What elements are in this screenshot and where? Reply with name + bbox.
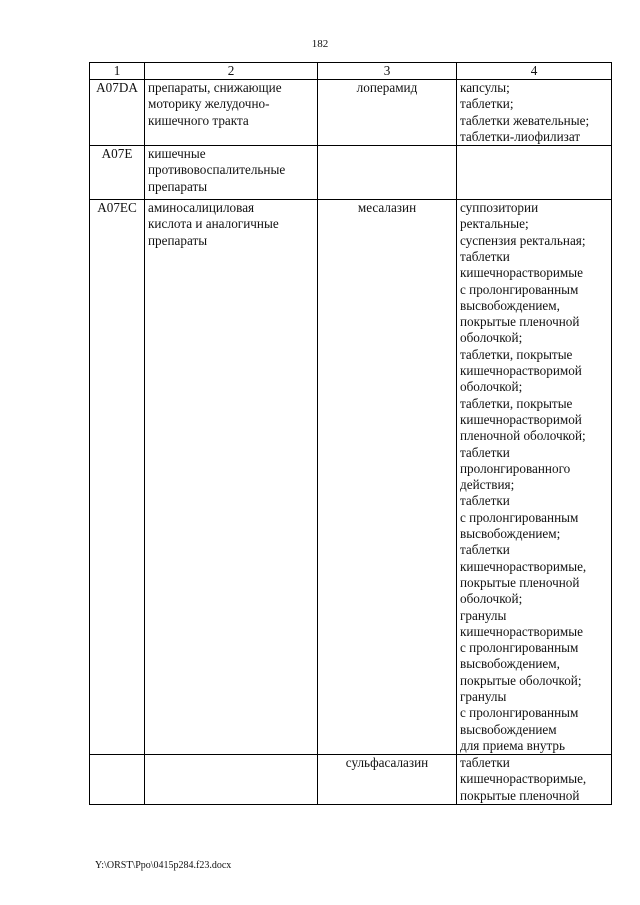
dosage-form-line: кишечнорастворимые, xyxy=(460,558,587,574)
table-row xyxy=(90,146,612,200)
atc-code-cell: A07DA xyxy=(90,80,145,146)
dosage-form-line: кишечнорастворимой xyxy=(460,411,582,427)
dosage-form-line: высвобождением, xyxy=(460,656,560,672)
header-col-4: 4 xyxy=(457,63,612,80)
dosage-form-line: кишечнорастворимые xyxy=(460,623,583,639)
dosage-form-line: высвобождением, xyxy=(460,297,560,313)
table-row xyxy=(90,200,612,755)
header-col-2: 2 xyxy=(145,63,318,80)
group-line: препараты xyxy=(148,232,208,248)
dosage-form-line: таблетки xyxy=(460,444,510,460)
dosage-forms-cell xyxy=(457,755,612,805)
dosage-forms-cell xyxy=(457,146,612,200)
dosage-form-line: покрытые пленочной xyxy=(460,787,580,803)
dosage-form-line: кишечнорастворимой xyxy=(460,363,582,379)
dosage-form-line: капсулы; xyxy=(460,80,510,95)
atc-code-cell xyxy=(90,755,145,805)
header-col-3: 3 xyxy=(318,63,457,80)
dosage-form-line: таблетки xyxy=(460,755,510,771)
dosage-form-line: оболочкой; xyxy=(460,379,523,395)
dosage-form-line: высвобождением; xyxy=(460,526,561,542)
dosage-form-line: таблетки, покрытые xyxy=(460,346,573,362)
group-line: моторику желудочно- xyxy=(148,96,270,112)
footer-file-path: Y:\ORST\Ppo\0415p284.f23.docx xyxy=(95,860,232,871)
dosage-form-line: суспензия ректальная; xyxy=(460,232,586,248)
group-line: кишечного тракта xyxy=(148,112,249,128)
dosage-form-line: таблетки-лиофилизат xyxy=(460,128,581,144)
dosage-form-line: пролонгированного xyxy=(460,460,571,476)
group-line: препараты xyxy=(148,178,208,194)
dosage-form-line: покрытые оболочкой; xyxy=(460,672,582,688)
dosage-form-line: покрытые пленочной xyxy=(460,314,580,330)
dosage-form-line: таблетки xyxy=(460,542,510,558)
dosage-form-line: таблетки жевательные; xyxy=(460,112,590,128)
group-line: аминосалициловая xyxy=(148,200,255,216)
header-col-1: 1 xyxy=(90,63,145,80)
dosage-form-line: высвобождением xyxy=(460,721,557,737)
pharmacological-group-cell xyxy=(145,755,318,805)
inn-cell: лоперамид xyxy=(318,80,457,146)
dosage-form-line: пленочной оболочкой; xyxy=(460,428,586,444)
inn-cell: месалазин xyxy=(318,200,457,755)
dosage-form-line: кишечнорастворимые xyxy=(460,265,583,281)
pharmacological-group-cell xyxy=(145,146,318,200)
dosage-form-line: суппозитории xyxy=(460,200,539,216)
table-row xyxy=(90,80,612,146)
inn-cell xyxy=(318,146,457,200)
inn-cell: сульфасалазин xyxy=(318,755,457,805)
dosage-form-line: с пролонгированным xyxy=(460,640,579,656)
dosage-form-line: оболочкой; xyxy=(460,591,523,607)
dosage-form-line: гранулы xyxy=(460,688,507,704)
page-number: 182 xyxy=(311,38,329,50)
dosage-forms-cell xyxy=(457,80,612,146)
group-line: кислота и аналогичные xyxy=(148,216,279,232)
dosage-forms-cell xyxy=(457,200,612,755)
dosage-form-line: действия; xyxy=(460,477,515,493)
dosage-form-line: гранулы xyxy=(460,607,507,623)
dosage-form-line: с пролонгированным xyxy=(460,509,579,525)
dosage-form-line: покрытые пленочной xyxy=(460,574,580,590)
pharmacological-group-cell xyxy=(145,200,318,755)
dosage-form-line: с пролонгированным xyxy=(460,705,579,721)
atc-code-cell: A07E xyxy=(90,146,145,200)
dosage-form-line: оболочкой; xyxy=(460,330,523,346)
group-line: противовоспалительные xyxy=(148,162,286,178)
dosage-form-line: ректальные; xyxy=(460,216,529,232)
group-line: препараты, снижающие xyxy=(148,80,282,95)
drug-table xyxy=(89,62,612,805)
table-row xyxy=(90,755,612,805)
dosage-form-line: таблетки; xyxy=(460,96,514,112)
dosage-form-line: таблетки xyxy=(460,248,510,264)
dosage-form-line: кишечнорастворимые, xyxy=(460,771,587,787)
atc-code-cell: A07EC xyxy=(90,200,145,755)
table-header-row xyxy=(90,63,612,80)
pharmacological-group-cell xyxy=(145,80,318,146)
dosage-form-line: таблетки xyxy=(460,493,510,509)
group-line: кишечные xyxy=(148,146,206,162)
table-body xyxy=(90,80,612,805)
dosage-form-line: таблетки, покрытые xyxy=(460,395,573,411)
dosage-form-line: для приема внутрь xyxy=(460,737,566,753)
dosage-form-line: с пролонгированным xyxy=(460,281,579,297)
